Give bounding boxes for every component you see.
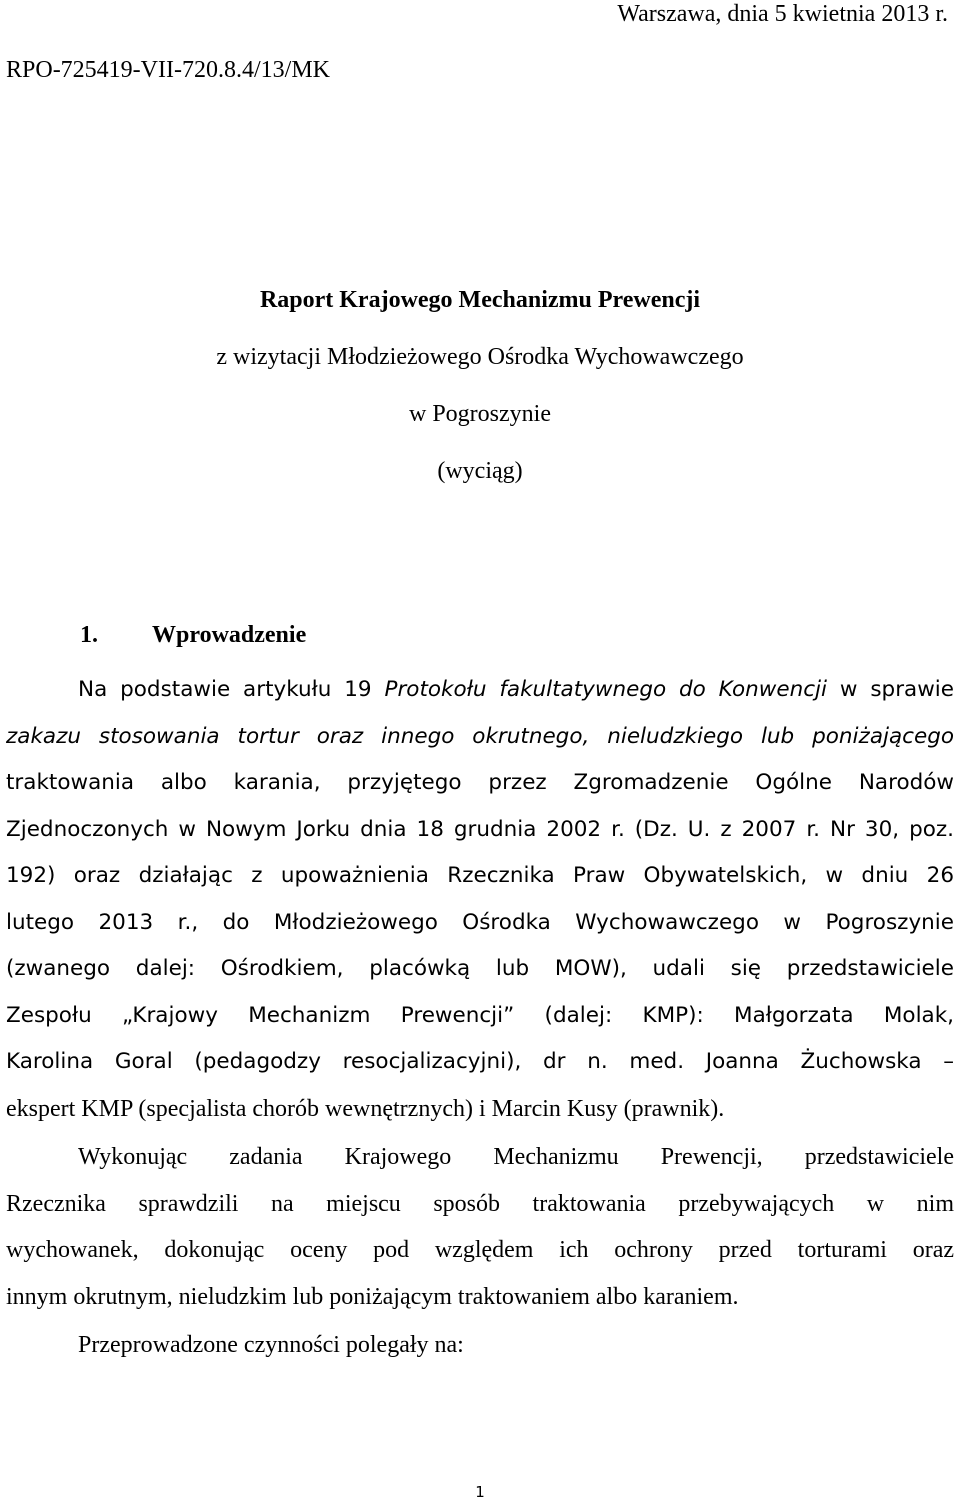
paragraph-line: wychowanek, dokonując oceny pod względem ich ochrony przed torturami oraz (6, 1237, 954, 1263)
section-title: Wprowadzenie (152, 622, 307, 648)
paragraph-line: (zwanego dalej: Ośrodkiem, placówką lub MOW), udali się przedstawiciele (6, 956, 954, 981)
section-heading (80, 618, 306, 652)
paragraph-intro (6, 667, 954, 1132)
reference-number: RPO-725419-VII-720.8.4/13/MK (6, 57, 330, 83)
convention-title: zakazu stosowania tortur oraz innego okrutnego, nieludzkiego lub poniżającego (6, 723, 954, 749)
paragraph-line: lutego 2013 r., do Młodzieżowego Ośrodka Wychowawczego w Pogroszynie (6, 909, 954, 935)
report-title (0, 283, 960, 511)
paragraph-activities (6, 1322, 954, 1369)
text-run: Na podstawie artykułu 19 (78, 677, 385, 702)
paragraph-line (6, 667, 954, 714)
paragraph-line: 192) oraz działając z upoważnienia Rzecznika Praw Obywatelskich, w dniu 26 (6, 863, 954, 888)
document-date: Warszawa, dnia 5 kwietnia 2013 r. (617, 1, 948, 27)
document-body (6, 667, 954, 1369)
paragraph-line: Wykonując zadania Krajowego Mechanizmu Prewencji, przedstawiciele (78, 1144, 954, 1170)
paragraph-line: Przeprowadzone czynności polegały na: (78, 1332, 464, 1358)
paragraph-line: traktowania albo karania, przyjętego przez Zgromadzenie Ogólne Narodów (6, 770, 954, 795)
paragraph-line: innym okrutnym, nieludzkim lub poniżającym traktowaniem albo karaniem. (6, 1283, 739, 1310)
protocol-title: Protokołu fakultatywnego do Konwencji (384, 677, 827, 702)
page-number: 1 (475, 1483, 485, 1501)
title-line-2: z wizytacji Młodzieżowego Ośrodka Wychowawczego (216, 344, 744, 370)
paragraph-line (6, 714, 954, 761)
title-line-1: Raport Krajowego Mechanizmu Prewencji (259, 287, 701, 313)
title-line-4: (wyciąg) (437, 458, 523, 484)
text-run: w sprawie (827, 677, 954, 702)
section-number: 1. (80, 622, 98, 648)
title-line-3: w Pogroszynie (409, 401, 551, 427)
paragraph-line: Zjednoczonych w Nowym Jorku dnia 18 grudnia 2002 r. (Dz. U. z 2007 r. Nr 30, poz. (6, 816, 954, 842)
paragraph-line: ekspert KMP (specjalista chorób wewnętrznych) i Marcin Kusy (prawnik). (6, 1095, 725, 1122)
paragraph-tasks (6, 1134, 954, 1320)
paragraph-line: Zespołu „Krajowy Mechanizm Prewencji” (dalej: KMP): Małgorzata Molak, (6, 1002, 954, 1028)
paragraph-line: Karolina Goral (pedagodzy resocjalizacyjni), dr n. med. Joanna Żuchowska – (6, 1049, 954, 1074)
paragraph-line: Rzecznika sprawdzili na miejscu sposób traktowania przebywających w nim (6, 1190, 954, 1217)
